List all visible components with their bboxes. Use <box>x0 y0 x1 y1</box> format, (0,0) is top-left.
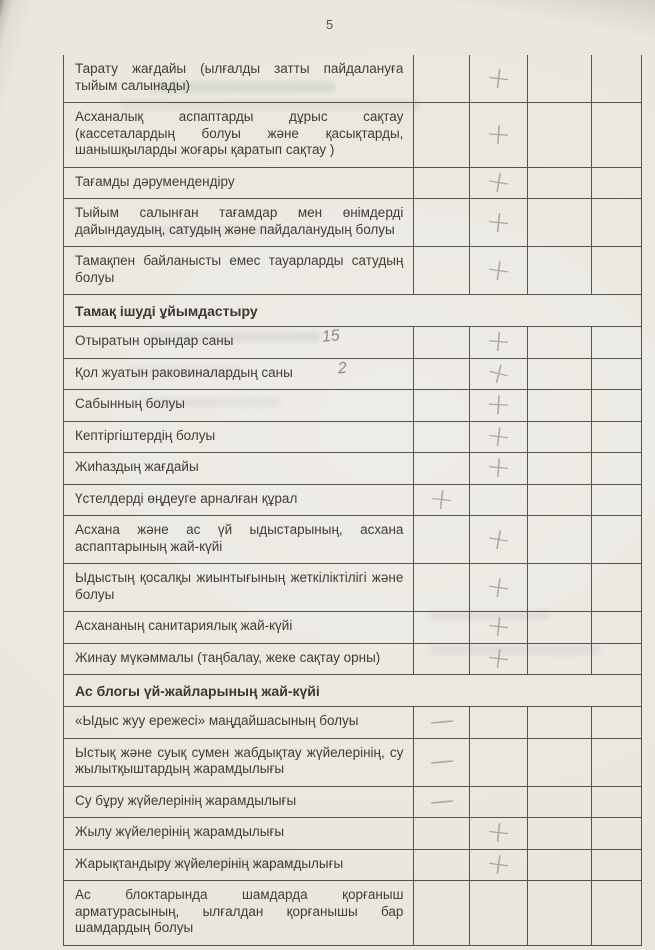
table-row <box>64 449 641 487</box>
mark-cell-4 <box>591 818 641 849</box>
mark-cell-2 <box>469 55 527 102</box>
mark-cell-3 <box>527 359 591 390</box>
handwritten-count-note: 15 <box>321 327 341 346</box>
pencil-minus-mark <box>431 720 453 724</box>
table-row <box>64 103 641 168</box>
mark-cell-2 <box>469 417 527 456</box>
pencil-plus-mark: + <box>483 567 514 607</box>
mark-cell-2 <box>469 739 527 786</box>
mark-cell-4 <box>591 55 641 102</box>
table-row <box>64 881 641 945</box>
mark-cell-1 <box>413 818 469 849</box>
item-text-cell <box>64 55 413 102</box>
item-text: Асхананың санитариялық жай-күйі <box>75 618 293 633</box>
mark-cell-4 <box>591 850 641 881</box>
item-text: Үстелдерді өңдеуге арналған құрал <box>75 490 298 506</box>
mark-cell-2 <box>469 516 527 563</box>
mark-cell-1 <box>413 422 469 453</box>
item-text: Қол жуатын раковиналардың саны <box>75 364 293 380</box>
mark-cell-1 <box>413 327 469 358</box>
item-text-cell <box>64 168 413 199</box>
mark-cell-1 <box>413 881 469 945</box>
table-row <box>64 707 641 739</box>
pencil-plus-mark: + <box>483 845 514 884</box>
item-text: Су бұру жүйелерінің жарамдылығы <box>75 792 297 808</box>
mark-cell-1 <box>413 168 469 199</box>
item-text-cell <box>64 612 413 643</box>
mark-cell-3 <box>527 818 591 849</box>
mark-cell-1 <box>413 55 469 102</box>
item-text: Жарықтандыру жүйелерінің жарамдылығы <box>75 855 344 871</box>
mark-cell-4 <box>591 485 641 516</box>
mark-cell-4 <box>591 564 641 611</box>
item-text-cell <box>64 739 413 786</box>
mark-cell-2 <box>469 247 527 294</box>
mark-cell-3 <box>527 485 591 516</box>
mark-cell-4 <box>591 739 641 786</box>
table-row <box>64 353 641 394</box>
mark-cell-4 <box>591 247 641 294</box>
mark-cell-2 <box>469 353 527 394</box>
mark-cell-1 <box>413 739 469 786</box>
mark-cell-3 <box>527 612 591 643</box>
pencil-plus-mark: + <box>484 203 514 241</box>
item-text: Ыстық және суық сумен жабдықтау жүйелерінің, су жылытқыштардың жарамдылығы <box>75 744 404 776</box>
mark-cell-3 <box>527 422 591 453</box>
pencil-plus-mark: + <box>484 814 514 852</box>
mark-cell-3 <box>527 390 591 421</box>
mark-cell-1 <box>413 103 469 167</box>
page-number: 5 <box>326 17 334 32</box>
item-text-cell <box>64 390 413 421</box>
item-text: Жинау мүкәммалы (таңбалау, жеке сақтау орны) <box>75 649 381 665</box>
pencil-plus-mark: + <box>484 449 513 487</box>
mark-cell-4 <box>591 707 641 738</box>
pencil-minus-mark <box>431 760 453 764</box>
table-row <box>64 480 641 518</box>
item-text-cell <box>64 516 413 563</box>
mark-cell-3 <box>527 453 591 484</box>
mark-cell-1 <box>413 480 469 518</box>
pencil-plus-mark: + <box>484 639 514 678</box>
item-text-cell <box>64 707 413 738</box>
item-text: Кептіргіштердің болуы <box>75 427 216 443</box>
mark-cell-4 <box>591 199 641 246</box>
mark-cell-4 <box>591 612 641 643</box>
mark-cell-4 <box>591 881 641 945</box>
mark-cell-3 <box>527 55 591 102</box>
item-text-cell <box>64 881 413 945</box>
pencil-plus-mark: + <box>427 480 457 518</box>
item-text-cell <box>64 422 413 453</box>
mark-cell-2 <box>469 707 527 738</box>
pencil-plus-mark: + <box>485 115 513 153</box>
table-row <box>64 417 641 456</box>
item-text-cell <box>64 453 413 484</box>
mark-cell-4 <box>591 103 641 167</box>
mark-cell-3 <box>527 103 591 167</box>
mark-cell-3 <box>527 168 591 199</box>
mark-cell-2 <box>469 323 527 361</box>
item-text: Жылу жүйелерінің жарамдылығы <box>75 824 285 839</box>
item-text: Тарату жағдайы (ылғалды затты пайдалануға тыйым салынады) <box>75 61 404 93</box>
item-text: Ыдыстың қосалқы жиынтығының жеткіліктілігі және болуы <box>75 570 404 602</box>
handwritten-count-note: 2 <box>337 359 348 377</box>
mark-cell-3 <box>527 881 591 945</box>
mark-cell-3 <box>527 247 591 294</box>
mark-cell-2 <box>469 199 527 246</box>
mark-cell-3 <box>527 787 591 818</box>
mark-cell-2 <box>469 639 527 678</box>
mark-cell-1 <box>413 247 469 294</box>
item-text: Асханалық аспаптарды дұрыс сақтау (кассеталардың болуы және қасықтарды, шанышқыларды жоғары қаратып сақтау ) <box>75 109 404 157</box>
item-text-cell <box>64 818 413 849</box>
item-text: Жиһаздың жағдайы <box>75 459 199 474</box>
mark-cell-3 <box>527 327 591 358</box>
mark-cell-2 <box>469 881 527 945</box>
pencil-plus-mark: + <box>485 386 513 423</box>
mark-cell-1 <box>413 453 469 484</box>
mark-cell-3 <box>527 850 591 881</box>
mark-cell-2 <box>469 564 527 611</box>
table-row <box>64 247 641 295</box>
pencil-plus-mark: + <box>483 519 515 559</box>
mark-cell-4 <box>591 422 641 453</box>
mark-cell-1 <box>413 516 469 563</box>
item-text: Тыйым салынған тағамдар мен өнімдерді дайындаудың, сатудың және пайдаланудың болуы <box>75 205 404 237</box>
item-text-cell <box>64 199 413 246</box>
item-text-cell <box>64 564 413 611</box>
item-text-cell <box>64 787 413 818</box>
item-text: Ас блоктарында шамдарда қорғаныш арматурасының, ылғалдан қорғанышы бар шамдардың болуы <box>75 887 404 935</box>
mark-cell-1 <box>413 199 469 246</box>
mark-cell-4 <box>591 390 641 421</box>
mark-cell-4 <box>591 327 641 358</box>
table-row <box>64 787 641 819</box>
table-row <box>64 199 641 247</box>
item-text: Тағамды дәрумендендіру <box>75 173 235 189</box>
mark-cell-2 <box>469 608 527 646</box>
table-row <box>64 564 641 612</box>
item-text-cell <box>64 485 413 516</box>
pencil-minus-mark <box>431 800 453 804</box>
mark-cell-4 <box>591 453 641 484</box>
mark-cell-4 <box>591 787 641 818</box>
mark-cell-1 <box>413 564 469 611</box>
mark-cell-1 <box>413 644 469 675</box>
item-text-cell <box>64 247 413 294</box>
section-header-row: Ас блогы үй-жайларының жай-күйі <box>64 675 641 707</box>
table-row <box>64 845 641 884</box>
mark-cell-1 <box>413 359 469 390</box>
mark-cell-1 <box>413 850 469 881</box>
section-header-row: Тамақ ішуді ұйымдастыру <box>64 295 641 327</box>
mark-cell-3 <box>527 707 591 738</box>
mark-cell-2 <box>469 787 527 818</box>
mark-cell-2 <box>469 814 527 852</box>
pencil-plus-mark: + <box>483 250 514 290</box>
item-text: Сабынның болуы <box>75 396 185 411</box>
pencil-plus-mark: + <box>482 353 516 394</box>
table-row <box>64 639 641 678</box>
mark-cell-2 <box>469 845 527 884</box>
table-row <box>64 608 641 646</box>
mark-cell-3 <box>527 644 591 675</box>
mark-cell-4 <box>591 168 641 199</box>
item-text-cell <box>64 850 413 881</box>
item-text: Асхана және ас үй ыдыстарының, асхана аспаптарының жай-күйі <box>75 522 404 554</box>
item-text-cell <box>64 103 413 167</box>
table-row <box>64 55 641 103</box>
pencil-plus-mark: + <box>483 163 514 202</box>
item-text: Тамақпен байланысты емес тауарларды сатудың болуы <box>75 253 404 285</box>
table-row <box>64 386 641 423</box>
pencil-plus-mark: + <box>484 323 513 361</box>
table-row <box>64 814 641 852</box>
mark-cell-3 <box>527 199 591 246</box>
mark-cell-1 <box>413 707 469 738</box>
mark-cell-1 <box>413 787 469 818</box>
item-text-cell <box>64 359 413 390</box>
mark-cell-4 <box>591 359 641 390</box>
item-text: «Ыдыс жуу ережесі» маңдайшасының болуы <box>75 713 359 728</box>
table-row <box>64 163 641 202</box>
mark-cell-1 <box>413 612 469 643</box>
item-text: Отыратын орындар саны <box>75 333 234 348</box>
mark-cell-2 <box>469 386 527 423</box>
pencil-plus-mark: + <box>484 417 514 456</box>
mark-cell-2 <box>469 163 527 202</box>
mark-cell-2 <box>469 449 527 487</box>
table-row <box>64 516 641 564</box>
mark-cell-3 <box>527 564 591 611</box>
pencil-plus-mark: + <box>484 59 514 97</box>
item-text-cell <box>64 327 413 358</box>
mark-cell-4 <box>591 516 641 563</box>
mark-cell-4 <box>591 644 641 675</box>
mark-cell-3 <box>527 516 591 563</box>
mark-cell-2 <box>469 485 527 516</box>
mark-cell-1 <box>413 390 469 421</box>
mark-cell-3 <box>527 739 591 786</box>
table-row <box>64 323 641 361</box>
mark-cell-2 <box>469 103 527 167</box>
table-row <box>64 739 641 787</box>
inspection-checklist-table <box>63 55 642 946</box>
item-text-cell <box>64 644 413 675</box>
pencil-plus-mark: + <box>484 608 514 646</box>
